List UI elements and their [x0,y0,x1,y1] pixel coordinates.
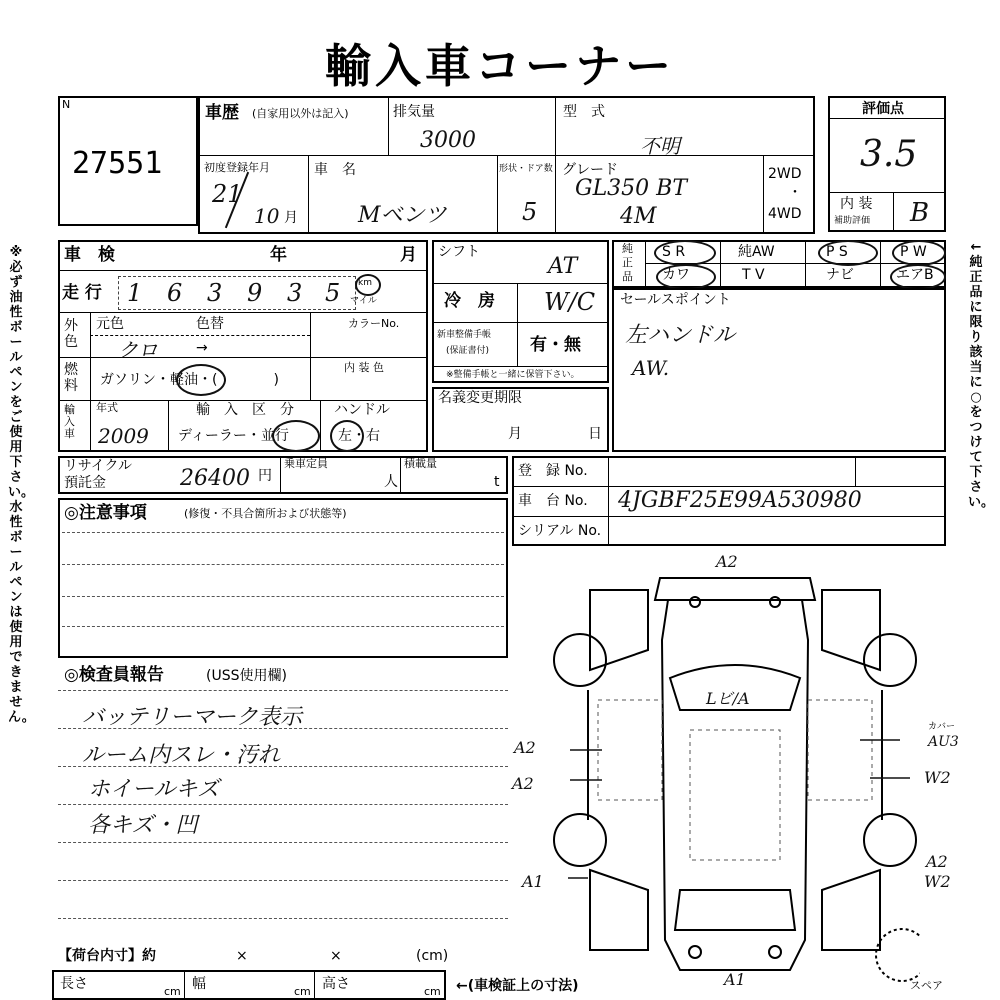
notes-label: ◎注意事項 [64,503,147,523]
mileage-digit: 6 [167,279,183,307]
mileage-digit: 3 [287,279,303,307]
shift-value: AT [548,254,578,279]
diagram-windshield: Lビ/A [706,689,750,708]
manual-value: 有・無 [530,335,581,355]
score-value: 3.5 [860,134,918,175]
equip-aw[interactable]: 純AW [738,244,775,260]
grade-label: グレード [562,162,618,178]
cargo-height-unit: cm [424,985,441,998]
equip-pw[interactable]: P W [900,244,927,260]
side-note-left: ※必ず油性ボールペンをご使用下さい。水性ボールペンは使用できません。 [8,245,35,725]
history-label: 車歴 [205,103,239,123]
recycle-amount: 26400 [180,466,250,491]
first-reg-year: 21 [212,180,243,208]
drive-2wd: 2WD [768,166,802,182]
cargo-length-label: 長さ [60,976,88,992]
equip-tv[interactable]: T V [742,267,765,283]
shift-label: シフト [438,244,480,260]
diagram-bottom: A1 [724,970,746,989]
drive-dot: ・ [788,185,802,201]
load-unit: t [494,474,500,490]
fuel-label: 燃料 [64,362,78,394]
recycle-label2: 預託金 [64,475,106,491]
report-line-1: バッテリーマーク表示 [82,705,303,730]
report-line-2: ルーム内スレ・汚れ [82,743,281,768]
grade-line1: GL350 BT [575,176,688,201]
report-label: ◎検査員報告 [64,665,164,685]
mileage-label: 走 行 [62,283,102,303]
exterior-label: 外色 [64,318,78,350]
cargo-times-1: × [236,948,248,964]
report-sub: (USS使用欄) [206,668,287,684]
equip-ps[interactable]: P S [826,244,848,260]
first-reg-month: 10 [254,204,280,228]
name-change-day: 日 [588,426,602,442]
ac-value: W/C [544,288,596,316]
diagram-right-w2-b: W2 [924,872,951,891]
repaint-label: 色替 [196,316,224,332]
capacity-label: 乗車定員 [284,457,328,470]
cargo-note: ←(車検証上の寸法) [456,978,579,994]
lot-number: 27551 [72,146,163,181]
grade-line2: 4M [620,204,657,229]
cargo-height-label: 高さ [322,976,350,992]
side-note-right: ←純正品に限り該当に○をつけて下さい。 [968,240,995,510]
displacement-value: 3000 [420,128,476,153]
interior-value: B [910,198,930,228]
import-label: 輸入車 [64,403,75,440]
car-diagram [540,560,920,990]
chassis-value: 4JGBF25E99A530980 [618,488,862,513]
cargo-unit: (cm) [416,948,449,964]
sales-point-label: セールスポイント [620,292,731,308]
car-name-label: 車 名 [314,162,356,178]
diagram-top: A2 [716,552,738,571]
cargo-box [52,970,446,1000]
handle-value: 左・右 [338,428,380,444]
reg-no-label: 登 録 No. [518,463,588,479]
shaken-month-unit: 月 [400,245,417,265]
drive-4wd: 4WD [768,206,802,222]
load-label: 積載量 [404,457,437,470]
manual-label: 新車整備手帳 [437,330,492,340]
import-category-label: 輸 入 区 分 [196,402,294,418]
cargo-width-label: 幅 [192,976,206,992]
name-change-label: 名義変更期限 [438,390,522,406]
km-unit: km [358,278,372,288]
notes-sub: (修復・不具合箇所および状態等) [184,507,347,520]
capacity-unit: 人 [384,474,398,490]
fuel-value: ガソリン・軽油・( ) [100,372,279,388]
manual-note: ※整備手帳と一緒に保管下さい。 [446,370,580,380]
report-line-4: 各キズ・凹 [88,813,198,838]
name-change-month: 月 [508,426,522,442]
import-year: 2009 [98,424,149,448]
diagram-right-w2: W2 [924,768,951,787]
model-label: 型 式 [563,104,605,120]
manual-sub: (保証書付) [446,346,490,356]
chassis-label: 車 台 No. [518,493,588,509]
form-title: 輸入車コーナー [325,39,675,93]
shaken-label: 車 検 [64,245,115,265]
handle-label: ハンドル [334,402,390,418]
color-arrow: → [196,340,208,356]
original-color: クロ [118,338,158,362]
equip-navi[interactable]: ナビ [826,267,854,283]
history-note: (自家用以外は記入) [252,107,349,120]
vehicle-info-box [58,240,428,452]
diagram-left-a1: A1 [522,872,544,891]
mileage-digit: 3 [207,279,223,307]
equip-sr[interactable]: S R [662,244,686,260]
diagram-right-cover: カバー [928,722,956,732]
mileage-digit: 5 [325,279,341,307]
color-no-label: カラーNo. [348,317,400,330]
original-color-label: 元色 [96,316,124,332]
doors-label: 形状・ドア数 [499,164,553,174]
cargo-times-2: × [330,948,342,964]
score-label: 評価点 [862,101,904,117]
displacement-label: 排気量 [393,104,435,120]
lot-number-box [58,96,198,226]
equip-leather[interactable]: カワ [662,267,690,283]
cargo-length-unit: cm [164,985,181,998]
recycle-yen: 円 [258,468,272,484]
interior-label: 内 装 [840,196,873,212]
interior-color-label: 内 装 色 [344,361,384,374]
serial-label: シリアル No. [518,523,602,539]
first-reg-month-unit: 月 [284,210,298,226]
sales-point-line2: AW. [632,356,670,380]
mileage-digit: 9 [247,279,263,307]
import-category: ディーラー・並行 [178,428,289,444]
recycle-label: リサイクル [64,458,133,474]
import-year-label: 年式 [96,401,118,414]
sales-point-line1: 左ハンドル [625,323,736,348]
interior-sub: 補助評価 [834,216,871,226]
ac-label: 冷 房 [444,291,495,311]
cargo-width-unit: cm [294,985,311,998]
diagram-right-au3: AU3 [928,734,959,750]
first-reg-label: 初度登録年月 [204,161,270,174]
equipment-vertical-label: 純正品 [622,242,633,283]
diagram-left-a2-1: A2 [514,738,536,757]
report-line-3: ホイールキズ [88,777,220,802]
mile-unit: マイル [350,296,377,306]
diagram-spare: スペア [910,979,943,992]
cargo-label: 【荷台内寸】約 [58,948,156,964]
shaken-year-unit: 年 [270,245,287,265]
car-name-value: Mベンツ [358,203,447,228]
model-value: 不明 [640,134,680,158]
diagram-left-a2-2: A2 [512,774,534,793]
equip-airbag[interactable]: エアB [896,267,934,283]
doors-value: 5 [522,198,538,226]
mileage-grid [118,276,356,310]
diagram-right-a2: A2 [926,852,948,871]
mileage-digit: 1 [127,279,143,307]
lot-prefix: N [62,98,71,111]
